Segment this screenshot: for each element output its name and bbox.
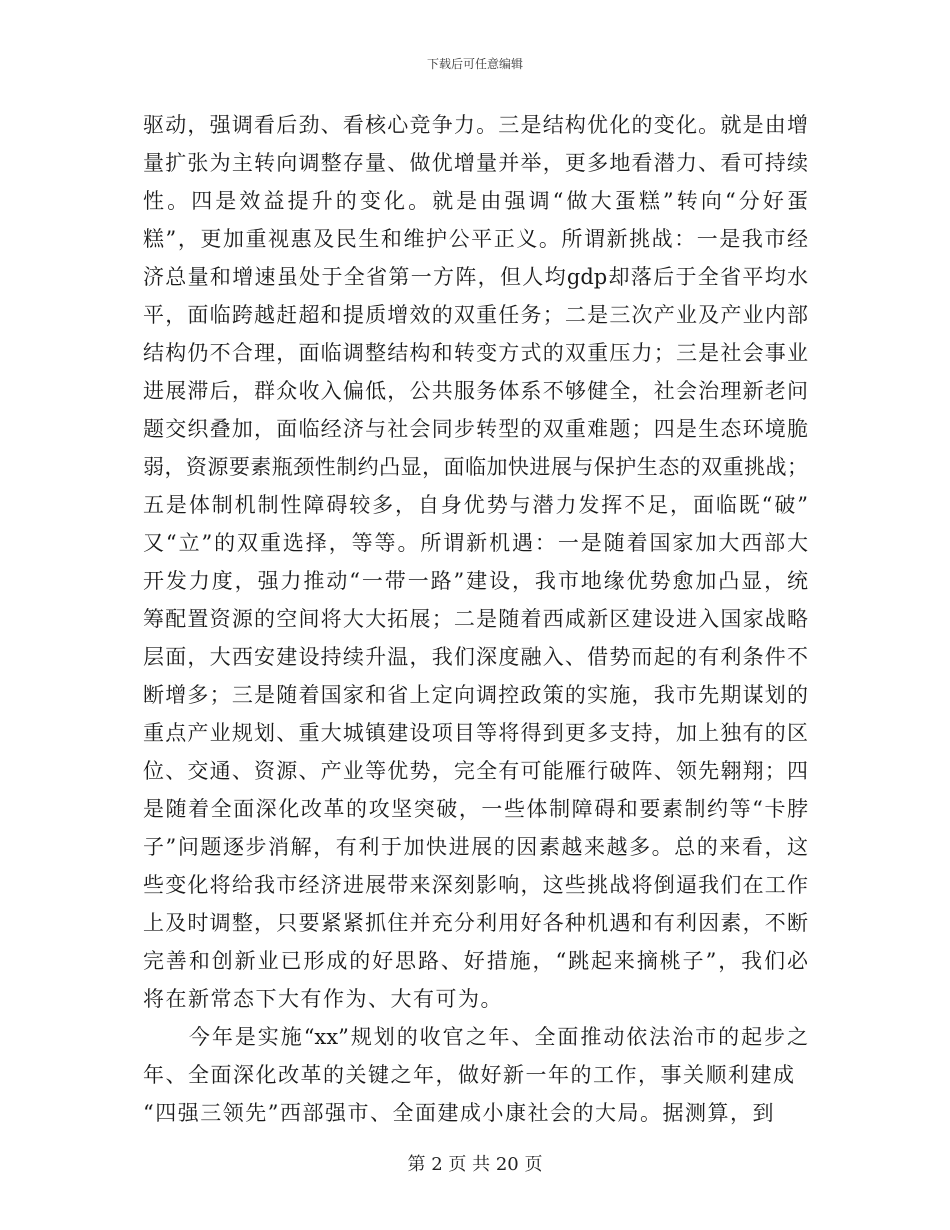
text-line: 弱，资源要素瓶颈性制约凸显，面临加快进展与保护生态的双重挑战；	[143, 455, 808, 479]
document-body	[143, 106, 808, 1132]
text-line: 重点产业规划、重大城镇建设项目等将得到更多支持，加上独有的区	[143, 721, 808, 745]
text-line: 是随着全面深化改革的攻坚突破，一些体制障碍和要素制约等“卡脖	[143, 797, 808, 821]
text-line: 五是体制机制性障碍较多，自身优势与潜力发挥不足，面临既“破”	[143, 493, 808, 517]
text-line: 将在新常态下大有作为、大有可为。	[143, 987, 503, 1011]
text-line: 子”问题逐步消解，有利于加快进展的因素越来越多。总的来看，这	[143, 835, 808, 859]
page-header: 下载后可任意编辑	[426, 57, 523, 71]
text-line: 层面，大西安建设持续升温，我们深度融入、借势而起的有利条件不	[143, 645, 808, 669]
text-line: 些变化将给我市经济进展带来深刻影响，这些挑战将倒逼我们在工作	[143, 873, 808, 897]
text-line: “四强三领先”西部强市、全面建成小康社会的大局。据测算，到	[143, 1101, 775, 1125]
text-line: 位、交通、资源、产业等优势，完全有可能雁行破阵、领先翱翔；四	[143, 759, 808, 783]
text-line: 上及时调整，只要紧紧抓住并充分利用好各种机遇和有利因素，不断	[143, 911, 808, 935]
text-line: 断增多；三是随着国家和省上定向调控政策的实施，我市先期谋划的	[143, 683, 808, 707]
text-line: 平，面临跨越赶超和提质增效的双重任务；二是三次产业及产业内部	[143, 303, 808, 327]
text-line: 题交织叠加，面临经济与社会同步转型的双重难题；四是生态环境脆	[143, 417, 808, 441]
text-line: 又“立”的双重选择，等等。所谓新机遇：一是随着国家加大西部大	[143, 531, 808, 555]
text-line: 量扩张为主转向调整存量、做优增量并举，更多地看潜力、看可持续	[143, 151, 808, 175]
text-line: 糕”，更加重视惠及民生和维护公平正义。所谓新挑战：一是我市经	[143, 227, 808, 251]
text-line: 年、全面深化改革的关键之年，做好新一年的工作，事关顺利建成	[143, 1063, 796, 1087]
text-line: 进展滞后，群众收入偏低，公共服务体系不够健全，社会治理新老问	[143, 379, 808, 403]
text-line: 结构仍不合理，面临调整结构和转变方式的双重压力；三是社会事业	[143, 341, 808, 365]
text-line: 今年是实施“xx”规划的收官之年、全面推动依法治市的起步之	[143, 1025, 808, 1049]
text-line: 性。四是效益提升的变化。就是由强调“做大蛋糕”转向“分好蛋	[143, 189, 808, 213]
text-line: 济总量和增速虽处于全省第一方阵，但人均gdp却落后于全省平均水	[143, 265, 808, 289]
page-number-footer: 第 2 页 共 20 页	[407, 1154, 543, 1175]
text-line: 筹配置资源的空间将大大拓展；二是随着西咸新区建设进入国家战略	[143, 607, 808, 631]
text-line: 完善和创新业已形成的好思路、好措施，“跳起来摘桃子”，我们必	[143, 949, 808, 973]
text-line: 驱动，强调看后劲、看核心竞争力。三是结构优化的变化。就是由增	[143, 113, 808, 137]
text-line: 开发力度，强力推动“一带一路”建设，我市地缘优势愈加凸显，统	[143, 569, 808, 593]
